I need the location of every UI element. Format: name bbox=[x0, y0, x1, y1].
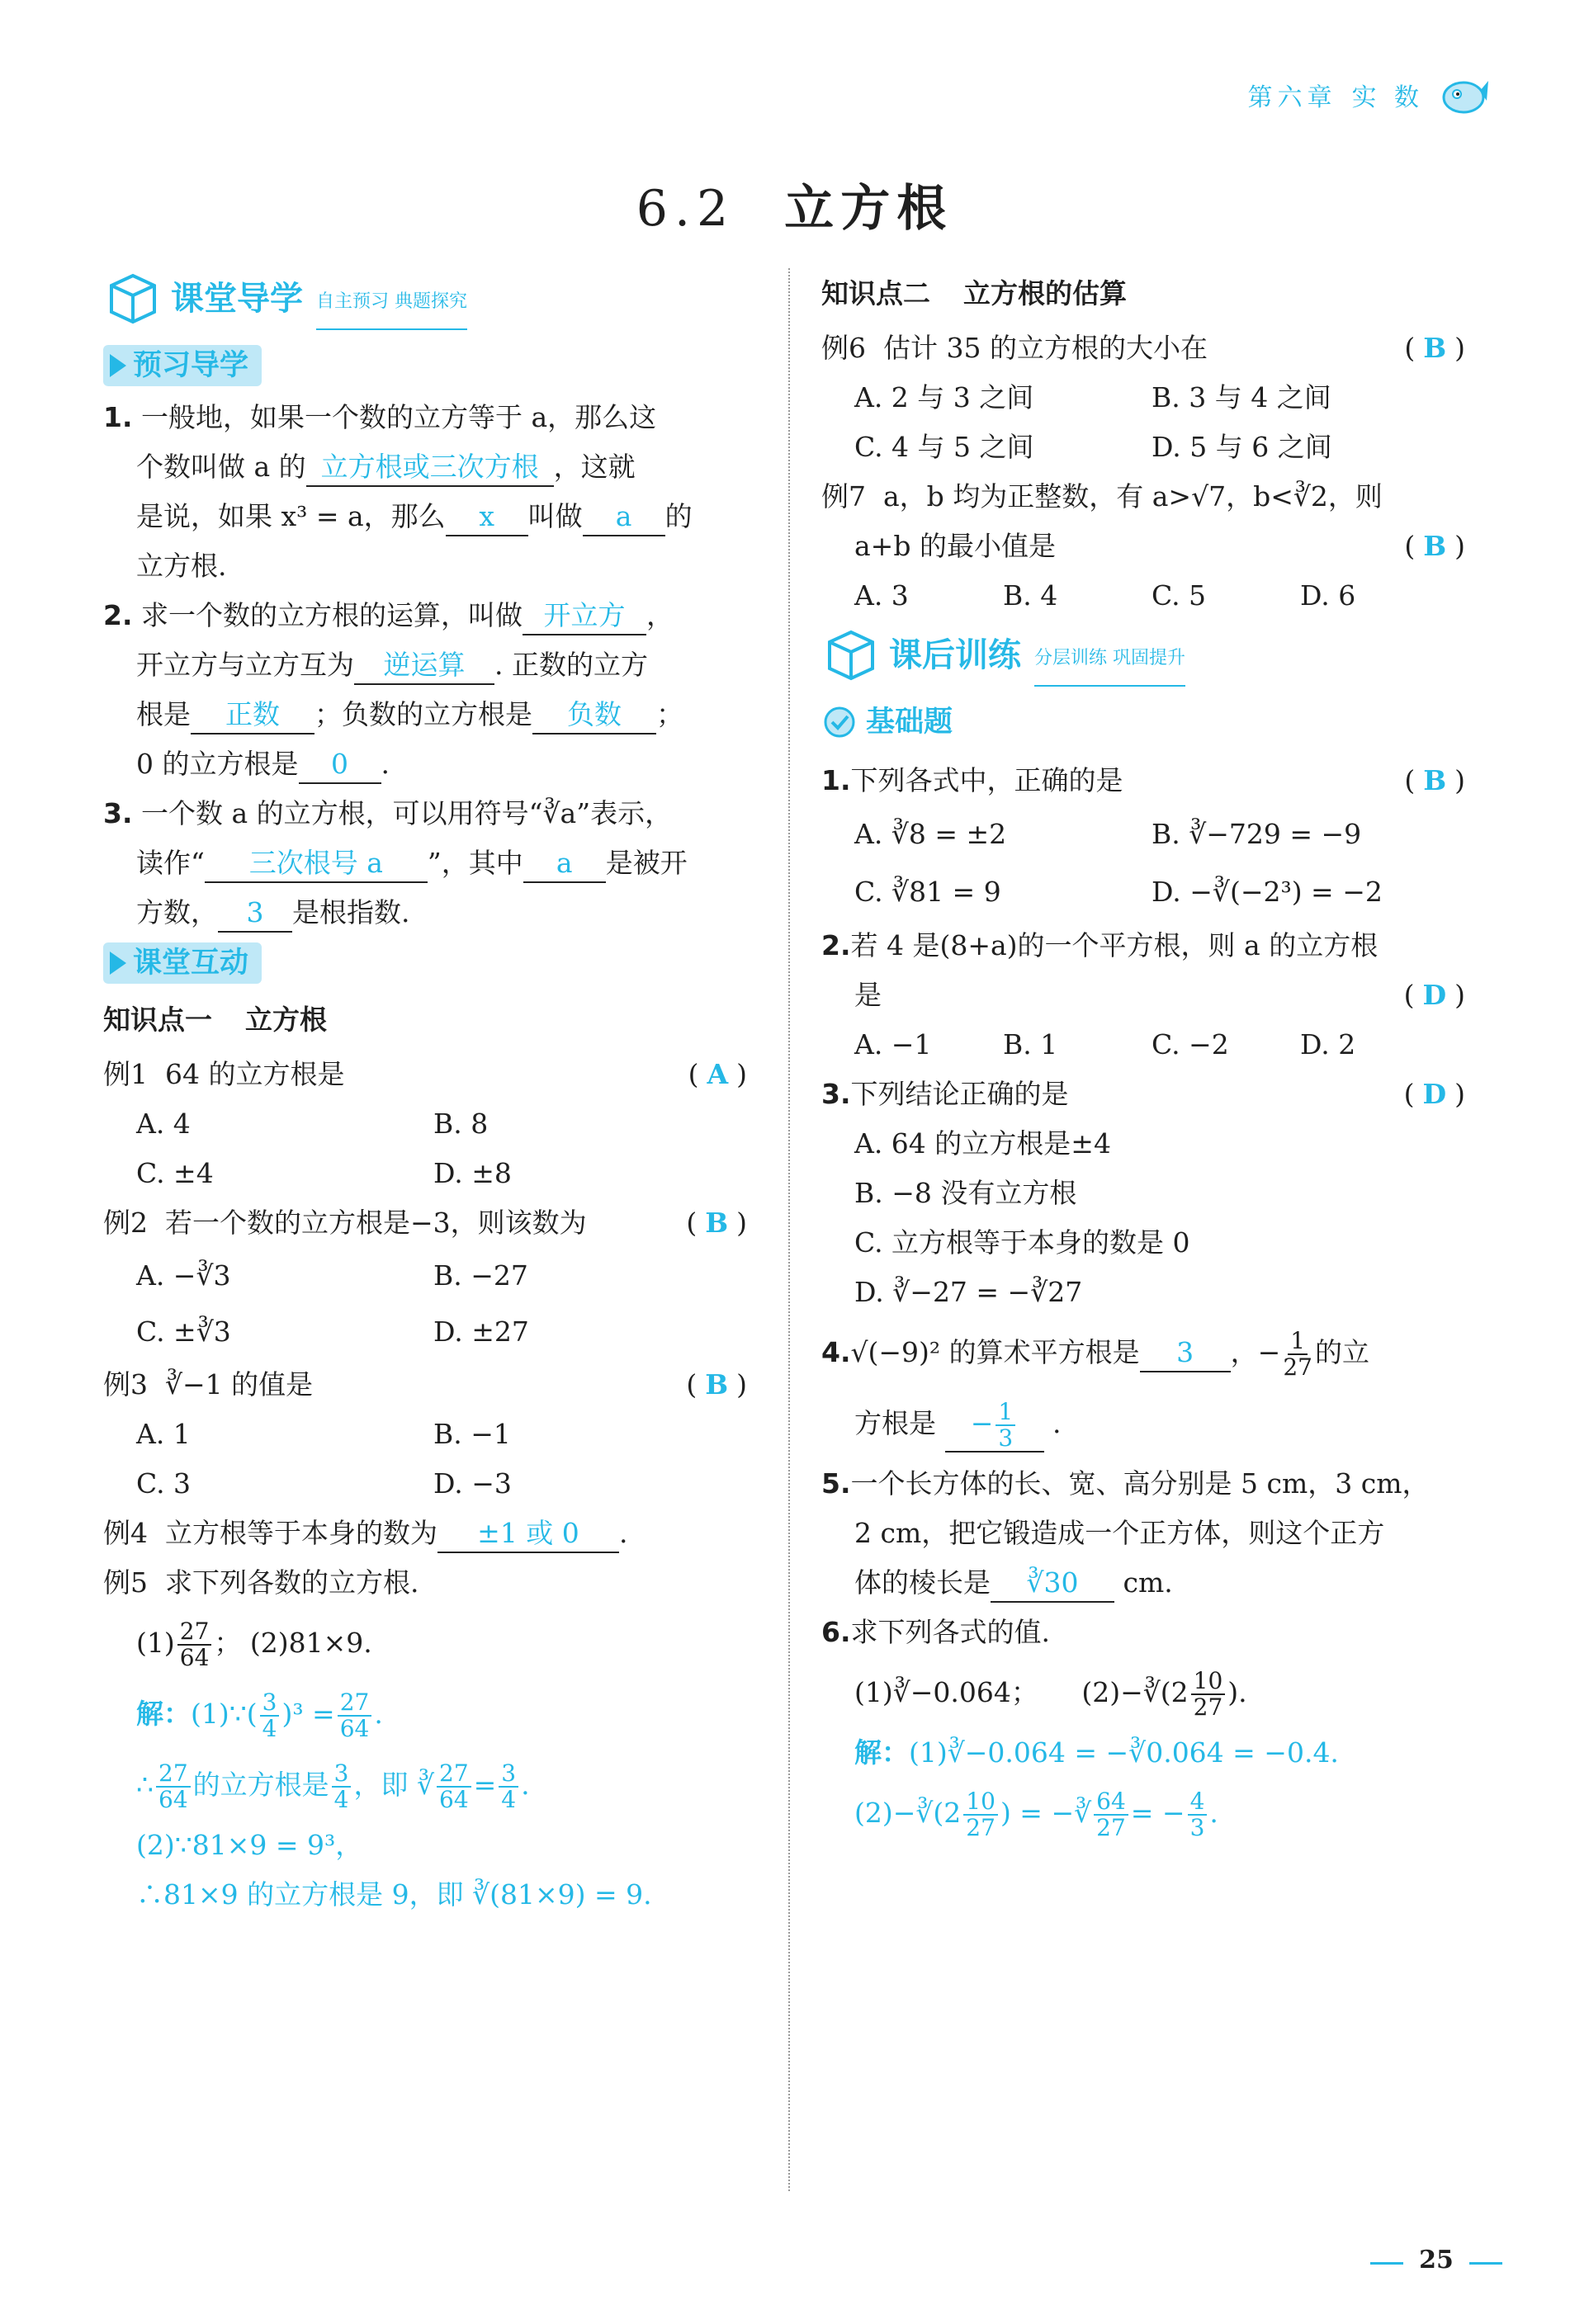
question-text: 求一个数的立方根的运算，叫做 bbox=[141, 599, 523, 631]
part-label: (1) bbox=[136, 1627, 175, 1659]
option: A. 4 bbox=[136, 1108, 191, 1140]
options-row bbox=[821, 1020, 1473, 1070]
solution-text: (1)∵( bbox=[191, 1698, 258, 1730]
exercise-4 bbox=[821, 1317, 1473, 1388]
question-text: 一个数 a 的立方根，可以用符号“∛a”表示， bbox=[141, 797, 673, 829]
numerator: 27 bbox=[437, 1761, 471, 1788]
example-label: 例1 bbox=[103, 1058, 148, 1090]
answer-blank: 0 bbox=[299, 746, 381, 784]
answer-letter: A bbox=[707, 1058, 737, 1090]
question-text: a+b 的最小值是 bbox=[854, 530, 1056, 562]
mascot-icon bbox=[1439, 73, 1490, 117]
part-text: (2)−∛(2 bbox=[1081, 1676, 1189, 1708]
answer-blank: ±1 或 0 bbox=[437, 1515, 619, 1553]
example-label: 例2 bbox=[103, 1207, 148, 1239]
denominator: 64 bbox=[179, 1644, 210, 1671]
question-text: 立方根. bbox=[136, 550, 227, 582]
solution-line-4 bbox=[103, 1870, 755, 1920]
option: C. ∛81 = 9 bbox=[854, 876, 1001, 908]
question-text: 叫做 bbox=[527, 500, 583, 532]
options-row bbox=[103, 1149, 755, 1198]
solution-text: ，即 ∛ bbox=[353, 1769, 434, 1801]
solution-line-2 bbox=[103, 1750, 755, 1821]
option-text: A. 64 的立方根是±4 bbox=[854, 1127, 1111, 1160]
numerator: 1 bbox=[995, 1400, 1015, 1426]
question-text: ∛−1 的值是 bbox=[164, 1368, 314, 1401]
choice-answer: (B) bbox=[1404, 530, 1473, 562]
answer-letter: B bbox=[1423, 764, 1455, 796]
example-label: 例5 bbox=[103, 1566, 148, 1599]
question-number: 2. bbox=[821, 929, 851, 961]
answer-blank: 正数 bbox=[191, 697, 314, 735]
checkmark-icon bbox=[821, 704, 858, 740]
question-text: 64 的立方根是 bbox=[164, 1058, 345, 1090]
subsection-basic bbox=[821, 700, 953, 744]
option: C. ±∛3 bbox=[136, 1316, 231, 1348]
exercise-5 bbox=[821, 1459, 1473, 1509]
question-text: √(−9)² 的算术平方根是 bbox=[850, 1336, 1140, 1368]
answer-letter: B bbox=[1423, 332, 1455, 364]
question-text: 的 bbox=[664, 500, 693, 532]
question-number: 1. bbox=[821, 764, 851, 796]
exercise-6-parts bbox=[821, 1657, 1473, 1728]
option: B. 3 与 4 之间 bbox=[1152, 381, 1331, 413]
denominator: 64 bbox=[158, 1786, 188, 1813]
answer-blank: 3 bbox=[218, 895, 292, 933]
question-text: 个数叫做 a 的 bbox=[136, 451, 306, 483]
fraction bbox=[156, 1761, 191, 1812]
chapter-label: 第六章 bbox=[1247, 83, 1337, 112]
question-text: . 正数的立方 bbox=[494, 649, 648, 681]
page-number-text: 25 bbox=[1419, 2246, 1454, 2274]
option bbox=[821, 1268, 1473, 1317]
answer-blank: a bbox=[583, 498, 665, 536]
fraction bbox=[332, 1761, 352, 1812]
options-row bbox=[103, 1304, 755, 1360]
subsection-label: 基础题 bbox=[866, 706, 953, 739]
example-label: 例4 bbox=[103, 1517, 148, 1549]
question-text: 是说，如果 x³ = a，那么 bbox=[136, 500, 446, 532]
choice-answer: (A) bbox=[688, 1058, 755, 1090]
question-text: 若 4 是(8+a)的一个平方根，则 a 的立方根 bbox=[850, 929, 1379, 961]
option: A. 1 bbox=[136, 1418, 191, 1450]
question-text: 体的棱长是 bbox=[854, 1566, 991, 1599]
choice-answer: (B) bbox=[1404, 764, 1473, 796]
solution-text: (2)−∛(2 bbox=[854, 1797, 962, 1829]
exercise-4-line-2 bbox=[821, 1388, 1473, 1459]
answer-letter: D bbox=[1422, 1078, 1455, 1110]
fraction bbox=[177, 1619, 212, 1670]
option bbox=[821, 1119, 1473, 1169]
question-text: 是被开 bbox=[605, 847, 688, 879]
solution-text: (1)∛−0.064 = −∛0.064 = −0.4. bbox=[909, 1736, 1339, 1769]
knowledge-point-label: 知识点一 bbox=[103, 1004, 212, 1036]
option: C. 4 与 5 之间 bbox=[854, 431, 1034, 463]
question-text: . bbox=[1052, 1407, 1062, 1439]
options-row bbox=[103, 1410, 755, 1459]
option: D. ±8 bbox=[433, 1157, 512, 1189]
knowledge-point-label: 知识点二 bbox=[821, 277, 930, 309]
option: A. 3 bbox=[854, 579, 909, 612]
solution-text: ∴ bbox=[136, 1769, 154, 1801]
answer-letter: B bbox=[1423, 530, 1455, 562]
option: D. ±27 bbox=[433, 1316, 529, 1348]
question-text: 下列结论正确的是 bbox=[850, 1078, 1069, 1110]
question-number: 5. bbox=[821, 1467, 851, 1500]
options-row bbox=[821, 863, 1473, 921]
solution-text: ) = −∛ bbox=[1000, 1797, 1092, 1829]
denominator: 27 bbox=[1193, 1693, 1223, 1721]
numerator: 27 bbox=[177, 1619, 212, 1646]
right-column bbox=[821, 264, 1473, 1849]
fraction bbox=[260, 1690, 280, 1741]
question-1-line-4 bbox=[103, 541, 755, 591]
question-text: ； bbox=[656, 698, 683, 730]
chapter-header bbox=[1247, 73, 1490, 117]
example-label: 例3 bbox=[103, 1368, 148, 1401]
exercise-5-line-2 bbox=[821, 1509, 1473, 1558]
question-text: cm. bbox=[1123, 1566, 1173, 1599]
option: D. 2 bbox=[1300, 1028, 1356, 1060]
choice-answer: (B) bbox=[1404, 332, 1473, 364]
options-row bbox=[103, 1459, 755, 1509]
page-number bbox=[1370, 2246, 1502, 2274]
question-text: 2 cm，把它锻造成一个正方体，则这个正方 bbox=[854, 1517, 1385, 1549]
denominator: 4 bbox=[501, 1786, 517, 1813]
denominator: 64 bbox=[439, 1786, 469, 1813]
option: B. 4 bbox=[1003, 579, 1058, 612]
answer-blank: 负数 bbox=[532, 697, 656, 735]
example-4 bbox=[103, 1509, 755, 1558]
answer-letter: D bbox=[1422, 979, 1455, 1011]
option: A. −1 bbox=[854, 1028, 932, 1060]
answer-blank: 立方根或三次方根 bbox=[306, 449, 554, 487]
fraction bbox=[1188, 1789, 1208, 1840]
example-label: 例7 bbox=[821, 480, 866, 513]
question-text: 读作“ bbox=[136, 847, 205, 879]
option: B. 1 bbox=[1003, 1028, 1058, 1060]
numerator: 3 bbox=[260, 1690, 280, 1717]
choice-answer: (D) bbox=[1403, 979, 1473, 1011]
knowledge-point-2 bbox=[821, 269, 1473, 319]
exercise-1 bbox=[821, 756, 1473, 805]
question-2-line-3 bbox=[103, 690, 755, 739]
denominator: 3 bbox=[998, 1424, 1014, 1452]
answer-letter: B bbox=[705, 1368, 737, 1401]
numerator: 10 bbox=[963, 1789, 998, 1816]
options-row bbox=[821, 423, 1473, 472]
question-text: ， bbox=[646, 599, 674, 631]
play-arrow-icon bbox=[110, 952, 126, 975]
question-text: 立方根等于本身的数为 bbox=[164, 1517, 437, 1549]
knowledge-point-name: 立方根 bbox=[245, 1004, 327, 1036]
question-text: 方数， bbox=[136, 896, 218, 928]
numerator: 1 bbox=[1288, 1329, 1308, 1355]
example-6 bbox=[821, 324, 1473, 373]
question-1-line-3 bbox=[103, 492, 755, 541]
banner-title: 课堂导学 bbox=[171, 280, 303, 318]
question-text: 估计 35 的立方根的大小在 bbox=[882, 332, 1208, 364]
fraction bbox=[995, 1400, 1015, 1451]
option: A. −∛3 bbox=[136, 1259, 231, 1292]
question-3-line-2 bbox=[103, 838, 755, 888]
section-name: 立方根 bbox=[784, 180, 953, 238]
numerator: 3 bbox=[332, 1761, 352, 1788]
exercise-2-line-2 bbox=[821, 971, 1473, 1020]
option: D. −∛(−2³) = −2 bbox=[1152, 876, 1383, 908]
question-2-line-4 bbox=[103, 739, 755, 789]
exercise-3 bbox=[821, 1070, 1473, 1119]
fraction bbox=[1094, 1789, 1128, 1840]
question-text: 0 的立方根是 bbox=[136, 748, 299, 780]
question-1 bbox=[103, 393, 755, 442]
subsection-label: 课堂互动 bbox=[133, 947, 249, 980]
question-number: 1. bbox=[103, 401, 133, 433]
part-text: (1)∛−0.064； bbox=[854, 1676, 1038, 1708]
option: C. 5 bbox=[1152, 579, 1207, 612]
answer-blank: x bbox=[446, 498, 528, 536]
question-3 bbox=[103, 789, 755, 838]
cube-icon bbox=[821, 626, 881, 685]
question-text: 一个长方体的长、宽、高分别是 5 cm，3 cm， bbox=[850, 1467, 1430, 1500]
question-number: 4. bbox=[821, 1336, 851, 1368]
denominator: 27 bbox=[1096, 1814, 1126, 1841]
option: B. −27 bbox=[433, 1259, 528, 1292]
example-5 bbox=[103, 1558, 755, 1608]
question-text: 的立 bbox=[1314, 1336, 1369, 1368]
question-text: a，b 均为正整数，有 a>√7，b<∛2，则 bbox=[882, 480, 1383, 513]
option: B. 8 bbox=[433, 1108, 489, 1140]
answer-blank: 三次根号 a bbox=[205, 845, 428, 883]
question-number: 6. bbox=[821, 1616, 851, 1648]
section-number: 6.2 bbox=[636, 180, 735, 238]
example-1 bbox=[103, 1050, 755, 1099]
subsection-label: 预习导学 bbox=[133, 349, 249, 382]
fraction bbox=[499, 1761, 518, 1812]
exercise-6 bbox=[821, 1608, 1473, 1657]
solution-text: )³ = bbox=[281, 1698, 335, 1730]
question-text: 下列各式中，正确的是 bbox=[850, 764, 1123, 796]
question-text: 若一个数的立方根是−3，则该数为 bbox=[164, 1207, 587, 1239]
denominator: 64 bbox=[339, 1715, 370, 1742]
solution-line-2 bbox=[821, 1778, 1473, 1849]
solution-text: . bbox=[521, 1769, 530, 1801]
left-column bbox=[103, 264, 755, 1920]
example-3 bbox=[103, 1360, 755, 1410]
solution-text: = − bbox=[1130, 1797, 1185, 1829]
option bbox=[821, 1169, 1473, 1218]
question-text: . bbox=[618, 1517, 628, 1549]
numerator: 64 bbox=[1094, 1789, 1128, 1816]
answer-blank: ∛30 bbox=[991, 1565, 1114, 1603]
option: A. ∛8 = ±2 bbox=[854, 818, 1007, 850]
options-row bbox=[821, 571, 1473, 621]
exercise-2 bbox=[821, 921, 1473, 971]
banner-title: 课后训练 bbox=[889, 636, 1021, 674]
question-text: ；负数的立方根是 bbox=[314, 698, 532, 730]
fraction bbox=[1283, 1329, 1312, 1380]
banner-class-guide bbox=[103, 264, 755, 333]
choice-answer: (B) bbox=[686, 1207, 755, 1239]
choice-answer: (D) bbox=[1403, 1078, 1473, 1110]
solution-text: = bbox=[473, 1769, 497, 1801]
column-divider bbox=[788, 268, 790, 2191]
option: D. 5 与 6 之间 bbox=[1152, 431, 1332, 463]
option: C. ±4 bbox=[136, 1157, 214, 1189]
solution-text: (2)∵81×9 = 9³， bbox=[136, 1829, 363, 1861]
knowledge-point-1 bbox=[103, 995, 755, 1045]
question-3-line-3 bbox=[103, 888, 755, 938]
answer-sign: − bbox=[970, 1407, 994, 1439]
question-2-line-2 bbox=[103, 640, 755, 690]
numerator: 27 bbox=[338, 1690, 372, 1717]
options-row bbox=[103, 1248, 755, 1304]
example-5-parts bbox=[103, 1608, 755, 1679]
option: B. ∛−729 = −9 bbox=[1152, 818, 1362, 850]
denominator: 27 bbox=[966, 1814, 995, 1841]
fraction bbox=[437, 1761, 471, 1812]
question-text: 求下列各式的值. bbox=[850, 1616, 1050, 1648]
solution-label: 解： bbox=[854, 1736, 909, 1769]
question-text: 一般地，如果一个数的立方等于 a，那么这 bbox=[141, 401, 657, 433]
question-text: 是 bbox=[854, 979, 882, 1011]
choice-answer: (B) bbox=[686, 1368, 755, 1401]
answer-blank: 开立方 bbox=[523, 598, 646, 635]
options-row bbox=[103, 1099, 755, 1149]
question-text: ； (2)81×9. bbox=[214, 1627, 372, 1659]
cube-icon bbox=[103, 269, 163, 328]
option: D. 6 bbox=[1300, 579, 1356, 612]
numerator: 4 bbox=[1188, 1789, 1208, 1816]
question-text: 是根指数. bbox=[292, 896, 410, 928]
option: A. 2 与 3 之间 bbox=[854, 381, 1034, 413]
question-number: 2. bbox=[103, 599, 133, 631]
example-2 bbox=[103, 1198, 755, 1248]
answer-letter: B bbox=[705, 1207, 737, 1239]
fraction bbox=[1191, 1669, 1226, 1720]
question-number: 3. bbox=[103, 797, 133, 829]
play-arrow-icon bbox=[110, 354, 126, 377]
option: D. −3 bbox=[433, 1467, 512, 1500]
question-text: . bbox=[381, 748, 390, 780]
denominator: 4 bbox=[333, 1786, 349, 1813]
answer-blank: 3 bbox=[1140, 1334, 1231, 1372]
denominator: 27 bbox=[1283, 1353, 1312, 1381]
example-7 bbox=[821, 472, 1473, 522]
denominator: 3 bbox=[1189, 1814, 1205, 1841]
banner-subtitle: 分层训练 巩固提升 bbox=[1034, 634, 1185, 687]
numerator: 10 bbox=[1191, 1669, 1226, 1695]
solution-text: ∴81×9 的立方根是 9，即 ∛(81×9) = 9. bbox=[136, 1878, 652, 1911]
question-text: ，这就 bbox=[553, 451, 636, 483]
banner-after-class bbox=[821, 621, 1473, 690]
subsection-interact bbox=[103, 941, 262, 985]
example-label: 例6 bbox=[821, 332, 866, 364]
question-text: ”，其中 bbox=[427, 847, 523, 879]
question-text: 开立方与立方互为 bbox=[136, 649, 354, 681]
example-7-line-2 bbox=[821, 522, 1473, 571]
options-row bbox=[821, 805, 1473, 863]
question-1-line-2 bbox=[103, 442, 755, 492]
section-title bbox=[0, 169, 1589, 240]
options-row bbox=[821, 373, 1473, 423]
solution-line-1: 解：(1)∵( $\frac{3}{4}$ )³ = $\frac{27}{64}$ . bbox=[136, 1689, 383, 1742]
fraction bbox=[338, 1690, 372, 1741]
question-number: 3. bbox=[821, 1078, 851, 1110]
question-2 bbox=[103, 591, 755, 640]
banner-subtitle: 自主预习 典题探究 bbox=[316, 277, 467, 330]
option-text: B. −8 没有立方根 bbox=[854, 1177, 1077, 1209]
question-text: 根是 bbox=[136, 698, 191, 730]
subsection-preview bbox=[103, 343, 262, 388]
option: C. 3 bbox=[136, 1467, 192, 1500]
option-text: D. ∛−27 = −∛27 bbox=[854, 1276, 1083, 1308]
answer-blank bbox=[945, 1400, 1044, 1452]
question-text: 方根是 bbox=[854, 1407, 936, 1439]
option-text: C. 立方根等于本身的数是 0 bbox=[854, 1226, 1190, 1259]
solution-line-1 bbox=[821, 1728, 1473, 1778]
solution-label: 解： bbox=[136, 1698, 191, 1730]
numerator: 27 bbox=[156, 1761, 191, 1788]
answer-blank: 逆运算 bbox=[354, 647, 494, 685]
exercise-5-line-3 bbox=[821, 1558, 1473, 1608]
question-text: 求下列各数的立方根. bbox=[164, 1566, 419, 1599]
knowledge-point-name: 立方根的估算 bbox=[963, 277, 1127, 309]
solution-text: . bbox=[1209, 1797, 1218, 1829]
option bbox=[821, 1218, 1473, 1268]
denominator: 4 bbox=[262, 1715, 277, 1742]
answer-blank: a bbox=[523, 845, 606, 883]
solution-text: 的立方根是 bbox=[192, 1769, 329, 1801]
part-text: ). bbox=[1227, 1676, 1247, 1708]
chapter-title: 实 数 bbox=[1351, 83, 1424, 112]
question-text: ，− bbox=[1230, 1336, 1281, 1368]
fraction bbox=[963, 1789, 998, 1840]
option: C. −2 bbox=[1152, 1028, 1229, 1060]
option: B. −1 bbox=[433, 1418, 511, 1450]
solution-line-3 bbox=[103, 1821, 755, 1870]
numerator: 3 bbox=[499, 1761, 518, 1788]
